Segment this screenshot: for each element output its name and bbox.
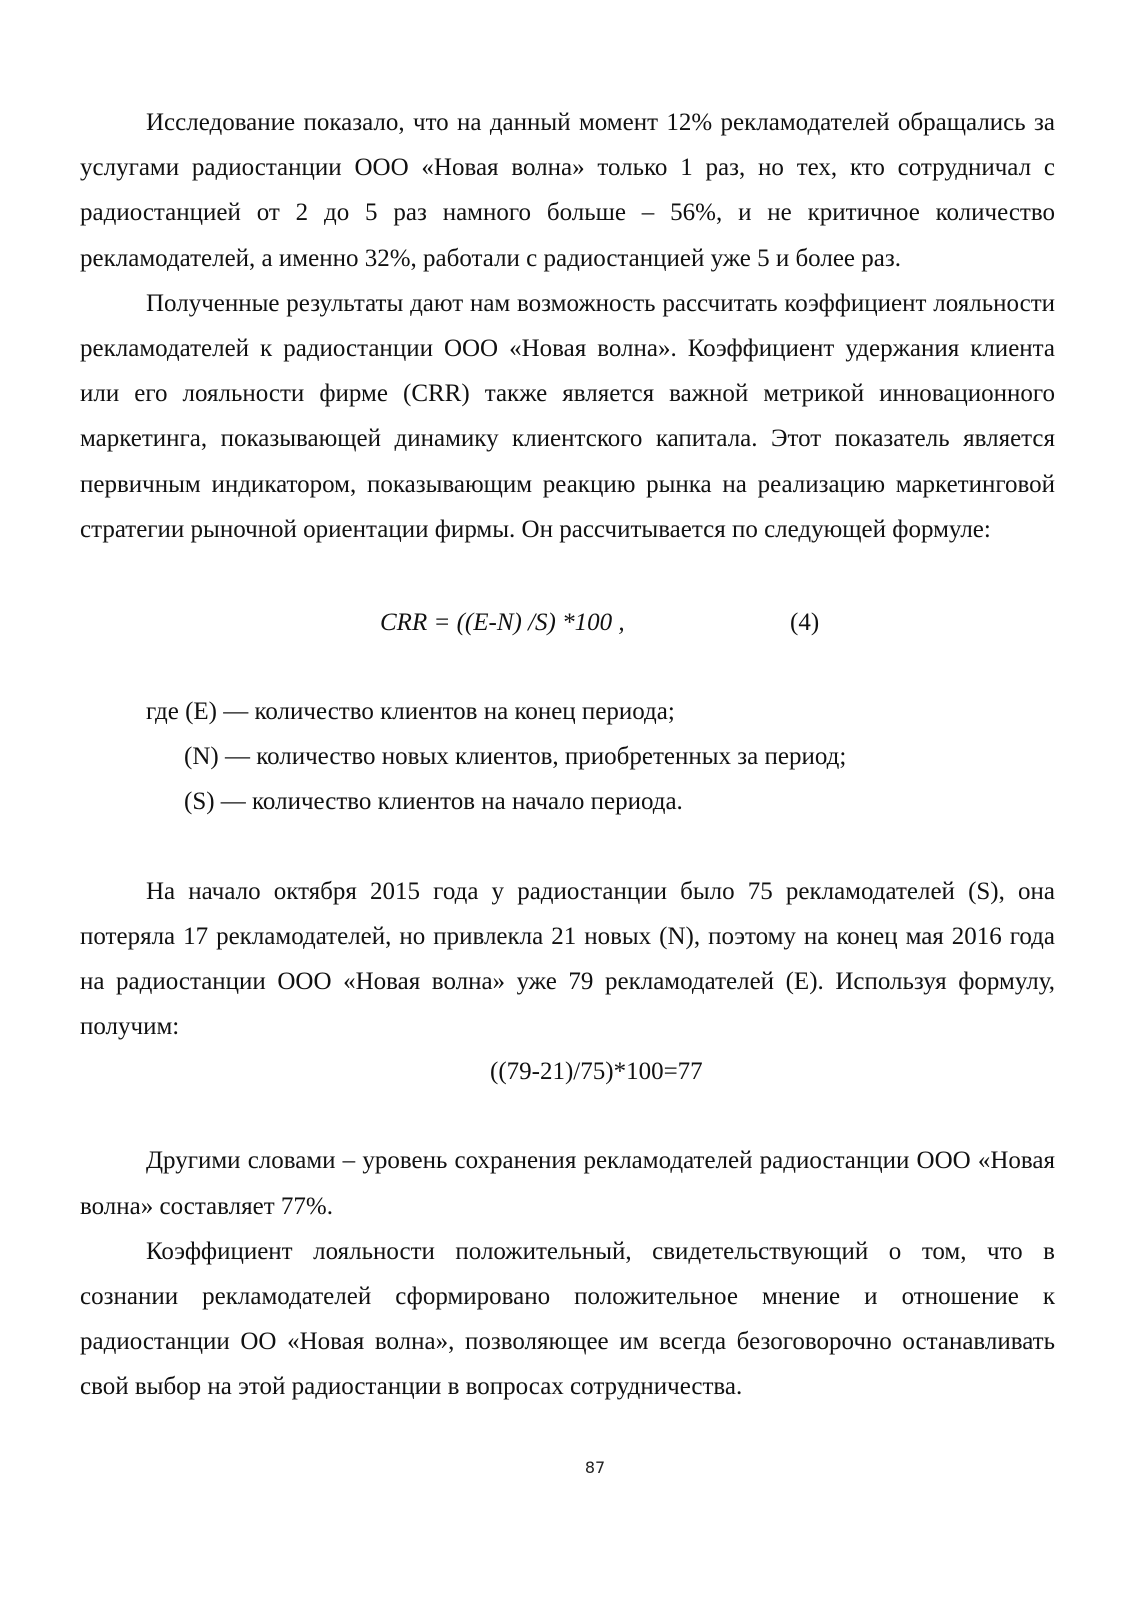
paragraph-crr-intro: Полученные результаты дают нам возможность рассчитать коэффициент лояльности рекламодателей к радиостанции ООО «Новая волна». Коэффициент удержания клиента или его лояльности фирме (CRR) также является важной метрикой инновационного маркетинга, показывающей динамику клиентского капитала. Этот показатель является первичным индикатором, показывающим реакцию рынка на реализацию маркетинговой стратегии рыночной ориентации фирмы. Он рассчитывается по следующей формуле: bbox=[80, 289, 1055, 543]
paragraph-advertiser-counts: На начало октября 2015 года у радиостанции было 75 рекламодателей (S), она потеряла 17 рекламодателей, но привлекла 21 новых (N), поэтому на конец мая 2016 года на радиостанции ООО «Новая волна» уже 79 рекламодателей (E). Используя формулу, получим: bbox=[80, 877, 1055, 1041]
crr-calculation: ((79-21)/75)*100=77 bbox=[490, 1058, 703, 1086]
page-content bbox=[80, 100, 1055, 1410]
definition-s: (S) — количество клиентов на начало периода. bbox=[184, 788, 683, 816]
formula-block bbox=[80, 600, 1055, 645]
page-footer bbox=[0, 1452, 1132, 1483]
page-number: 87 bbox=[584, 1458, 606, 1477]
formula-number: (4) bbox=[790, 609, 820, 637]
crr-formula: CRR = ((E-N) /S) *100 , bbox=[380, 609, 625, 637]
definition-e: где (E) — количество клиентов на конец периода; bbox=[146, 698, 675, 726]
formula-definitions bbox=[80, 689, 1055, 825]
paragraph-survey-results: Исследование показало, что на данный момент 12% рекламодателей обращались за услугами радиостанции ООО «Новая волна» только 1 раз, но тех, кто сотрудничал с радиостанцией от 2 до 5 раз намного больше – 56%, и не критичное количество рекламодателей, а именно 32%, работали с радиостанцией уже 5 и более раз. bbox=[80, 109, 1055, 272]
paragraph-loyalty-conclusion: Коэффициент лояльности положительный, свидетельствующий о том, что в сознании рекламодателей сформировано положительное мнение и отношение к радиостанции ОО «Новая волна», позволяющее им всегда безоговорочно останавливать свой выбор на этой радиостанции в вопросах сотрудничества. bbox=[80, 1237, 1055, 1401]
paragraph-retention-level: Другими словами – уровень сохранения рекламодателей радиостанции ООО «Новая волна» составляет 77%. bbox=[80, 1147, 1055, 1220]
definition-n: (N) — количество новых клиентов, приобретенных за период; bbox=[184, 743, 847, 771]
